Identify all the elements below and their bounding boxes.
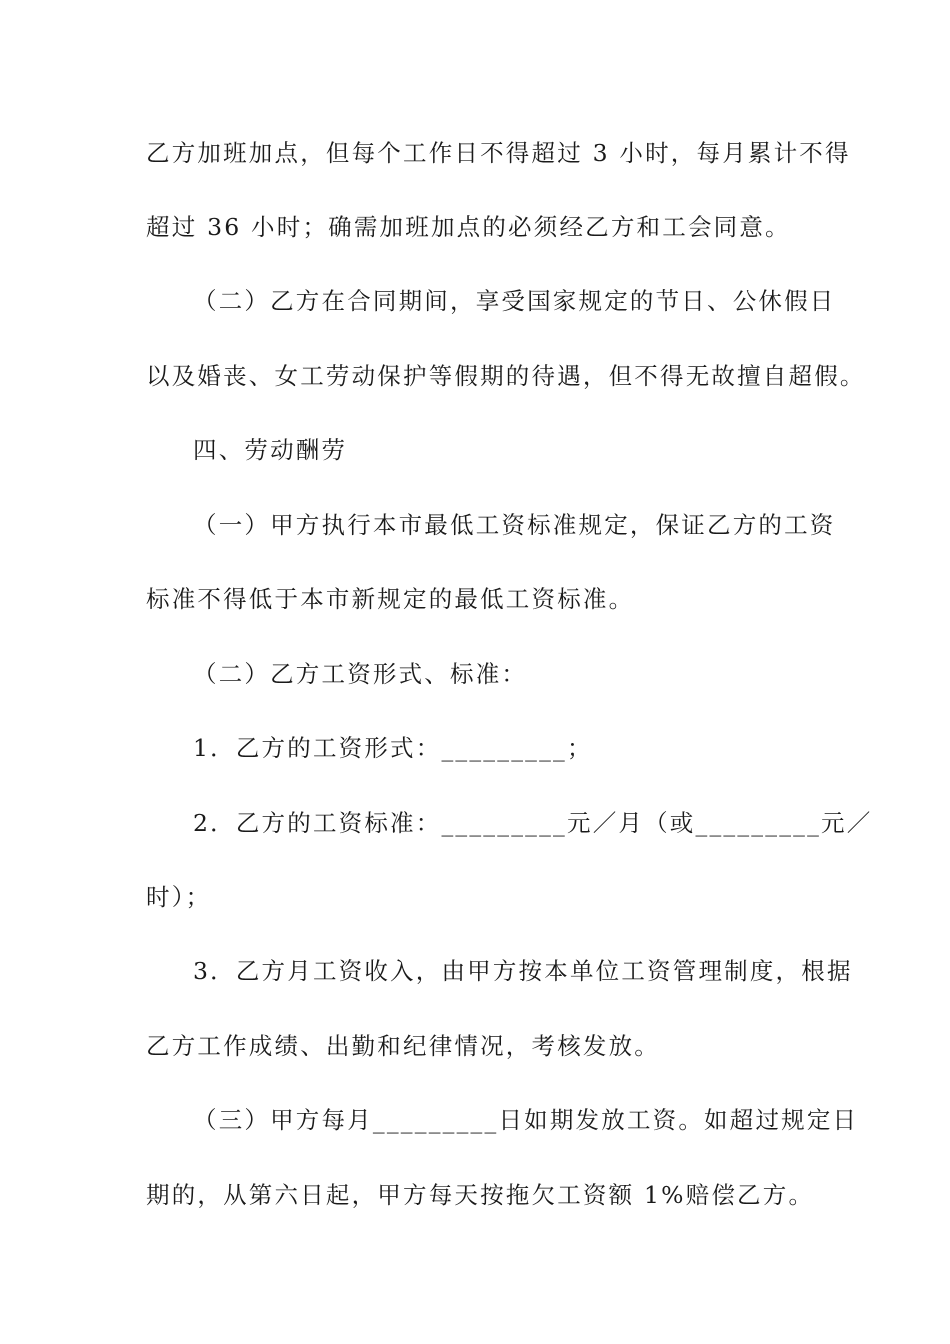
paragraph-line: 以及婚丧、女工劳动保护等假期的待遇，但不得无故擅自超假。 (146, 362, 866, 390)
paragraph-line: （三）甲方每月_________日如期发放工资。如超过规定日 (193, 1106, 859, 1134)
paragraph-line: 1．乙方的工资形式：_________； (193, 734, 593, 762)
paragraph-line: （一）甲方执行本市最低工资标准规定，保证乙方的工资 (193, 511, 836, 539)
paragraph-line: 时）； (146, 883, 212, 911)
paragraph-line: 超过 36 小时；确需加班加点的必须经乙方和工会同意。 (146, 213, 791, 241)
paragraph-line: 3．乙方月工资收入，由甲方按本单位工资管理制度，根据 (193, 957, 853, 985)
paragraph-line: 乙方加班加点，但每个工作日不得超过 3 小时，每月累计不得 (146, 139, 851, 167)
paragraph-line: （二）乙方在合同期间，享受国家规定的节日、公休假日 (193, 287, 836, 315)
paragraph-line: （二）乙方工资形式、标准： (193, 660, 528, 688)
paragraph-line: 2．乙方的工资标准：_________元／月（或_________元／ (193, 809, 873, 837)
section-heading: 四、劳动酬劳 (193, 436, 348, 464)
paragraph-line: 标准不得低于本市新规定的最低工资标准。 (146, 585, 635, 613)
paragraph-line: 期的，从第六日起，甲方每天按拖欠工资额 1%赔偿乙方。 (146, 1181, 815, 1209)
paragraph-line: 乙方工作成绩、出勤和纪律情况，考核发放。 (146, 1032, 660, 1060)
